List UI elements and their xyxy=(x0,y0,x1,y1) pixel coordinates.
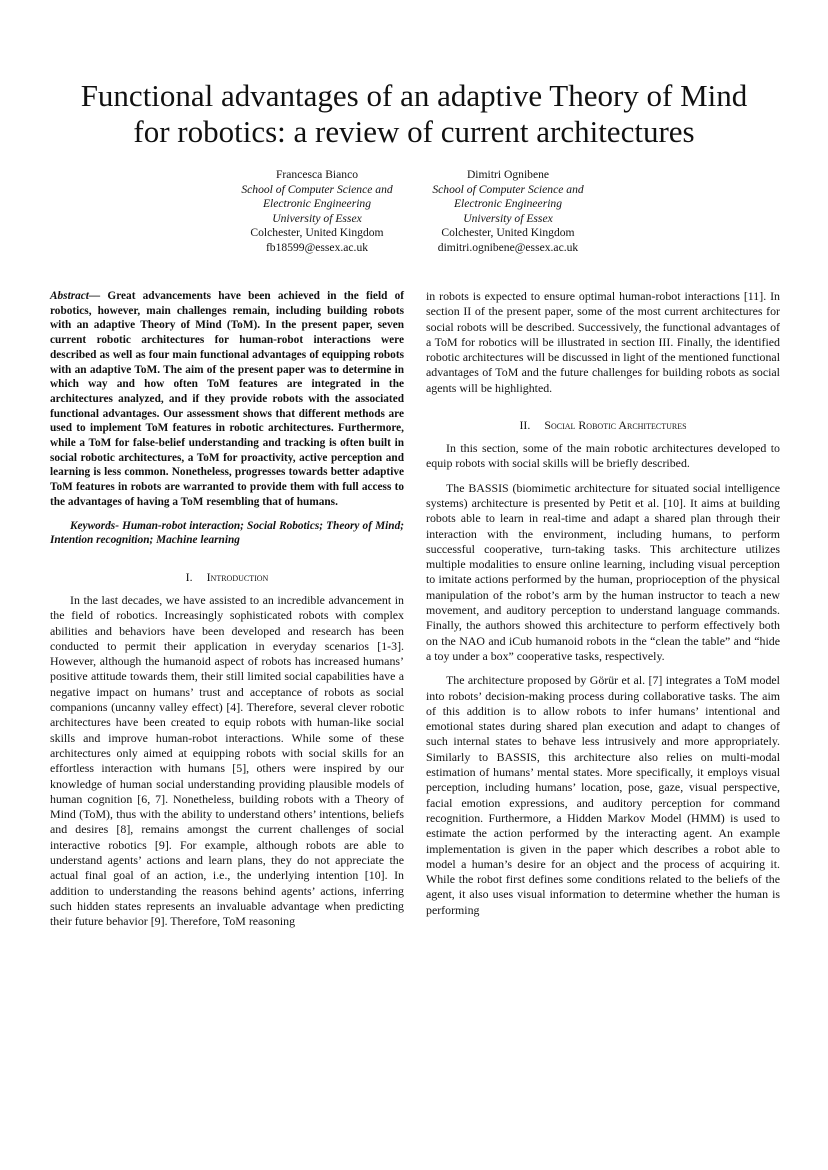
body-paragraph: In the last decades, we have assisted to an incredible advancement in the field of robotics. Increasingly sophisticated robots with complex abilities and behaviors have been developed and research has been conducted to permit their application in everyday scenarios [1-3]. However, although the humanoid aspect of robots has increased humans’ positive attitude towards them, their still limited social capabilities have a negative impact on humans’ trust and acceptance of robots as social companions (uncanny valley effect) [4]. Therefore, several clever robotic architectures have been created to equip robots with human-like social skills and improve human-robot interactions. While some of these architectures only aimed at equipping robots with social skills for an effortless interaction with humans [5], others were inspired by our knowledge of human social understanding providing plausible models of human cognition [6, 7]. Nonetheless, building robots with a Theory of Mind (ToM), thus with the ability to understand others’ intentions, beliefs and desires [8], remains amongst the current challenges of social interactive robotics [9]. For example, although robots are able to understand agents’ actions and learn plans, they do not appreciate the actual final goal of an action, i.e., the underlying intention [10]. In addition to understanding the reasons behind agents’ actions, inferring such hidden states represents an invaluable advantage when predicting their future behavior [9]. Therefore, ToM reasoning xyxy=(50,592,404,929)
body-paragraph: The architecture proposed by Görür et al. [7] integrates a ToM model into robots’ decision-making process during collaborative tasks. The aim of this addition is to allow robots to infer humans’ intentional and emotional states during shared plan execution and adapt to changes of such internal states to behave less intrusively and more appropriately. Similarly to BASSIS, this architecture also relies on multi-modal estimation of humans’ mental states. More specifically, it employs visual perception, including humans’ location, pose, gaze, visual perspective, facial emotion expressions, and auditory perception for command recognition. Furthermore, a Hidden Markov Model (HMM) is used to estimate the action performed by the interacting agent. An example implementation is given in the paper which describes a robot able to model a human’s desire for an object and the process of acquiring it. While the robot first defines some conditions related to the beliefs of the agent, it also uses visual information to determine whether the human is performing xyxy=(426,673,780,917)
body-paragraph: In this section, some of the main robotic architectures developed to equip robots with social skills will be briefly described. xyxy=(426,441,780,471)
author-block xyxy=(408,168,608,256)
author-name: Francesca Bianco xyxy=(275,168,359,181)
paper-title xyxy=(30,78,798,150)
section-number: II. xyxy=(519,418,531,433)
author-email: dimitri.ognibene@essex.ac.uk xyxy=(437,240,579,254)
author-affiliation: Electronic Engineering xyxy=(453,197,563,211)
author-email: fb18599@essex.ac.uk xyxy=(265,240,369,254)
abstract xyxy=(50,289,404,510)
body-paragraph: in robots is expected to ensure optimal human-robot interactions [11]. In section II of the present paper, some of the most current architectures for social robots will be described. Successively, the functional advantages of a ToM for robotics will be illustrated in section III. Finally, the identified robotic architectures will be discussed in light of the mentioned functional advantages of ToM and the future challenges for building robots as social agents will be highlighted. xyxy=(426,289,780,395)
author-affiliation: School of Computer Science and xyxy=(432,182,584,196)
left-column xyxy=(50,289,404,938)
author-affiliation: University of Essex xyxy=(463,211,553,225)
section-heading xyxy=(50,570,404,585)
author-location: Colchester, United Kingdom xyxy=(250,226,384,240)
right-column xyxy=(426,289,780,927)
body-paragraph: The BASSIS (biomimetic architecture for situated social intelligence systems) architecture is presented by Petit et al. [10]. It aims at building robots able to learn in real-time and adapt a shared plan through their interaction with the environment, including humans, to perform successful cooperative, turn-taking tasks. This architecture utilizes multiple modalities to ensure online learning, including visual perception to imitate actions performed by the human, proprioception of the physical manipulation of the robot’s arm by the human instructor to teach a new movement, and auditory perception to understand language commands. Finally, the authors showed this architecture to perform effectively both on the NAO and iCub humanoid robots in the “clean the table” and “hide a toy under a box” cooperative tasks, respectively. xyxy=(426,480,780,663)
title-line: Functional advantages of an adaptive Theory of Mind xyxy=(80,78,748,113)
author-name: Dimitri Ognibene xyxy=(466,168,550,181)
section-number: I. xyxy=(185,569,193,584)
author-location: Colchester, United Kingdom xyxy=(441,226,575,240)
section-heading xyxy=(426,418,780,433)
abstract-text: Great advancements have been achieved in the field of robotics, however, main challenges remain, including building robots with an adaptive Theory of Mind (ToM). In the present paper, seven current robotic architectures for human-robot interactions were described as well as four main functional advantages of equipping robots with an adaptive ToM. The aim of the present paper was to determine in which way and how often ToM features are integrated in the architectures analyzed, and if they provide robots with the associated functional advantages. Our assessment shows that different methods are used to implement ToM features in robotic architectures. Furthermore, while a ToM for false-belief understanding and tracking is often built in social robotic architectures, a ToM for proactivity, active perception and learning is less common. Nonetheless, progresses towards better adaptive ToM features in robots are warranted to provide them with full access to the advantages of having a ToM resembling that of humans. xyxy=(50,290,404,508)
author-block xyxy=(217,168,417,256)
author-affiliation: University of Essex xyxy=(272,211,362,225)
section-title: Introduction xyxy=(206,569,269,584)
title-line: for robotics: a review of current architectures xyxy=(133,114,695,149)
author-affiliation: Electronic Engineering xyxy=(262,197,372,211)
author-affiliation: School of Computer Science and xyxy=(241,182,393,196)
keywords: Keywords- Human-robot interaction; Social Robotics; Theory of Mind; Intention recognition; Machine learning xyxy=(50,519,404,547)
section-title: Social Robotic Architectures xyxy=(544,418,687,433)
abstract-label: Abstract— xyxy=(50,290,101,302)
